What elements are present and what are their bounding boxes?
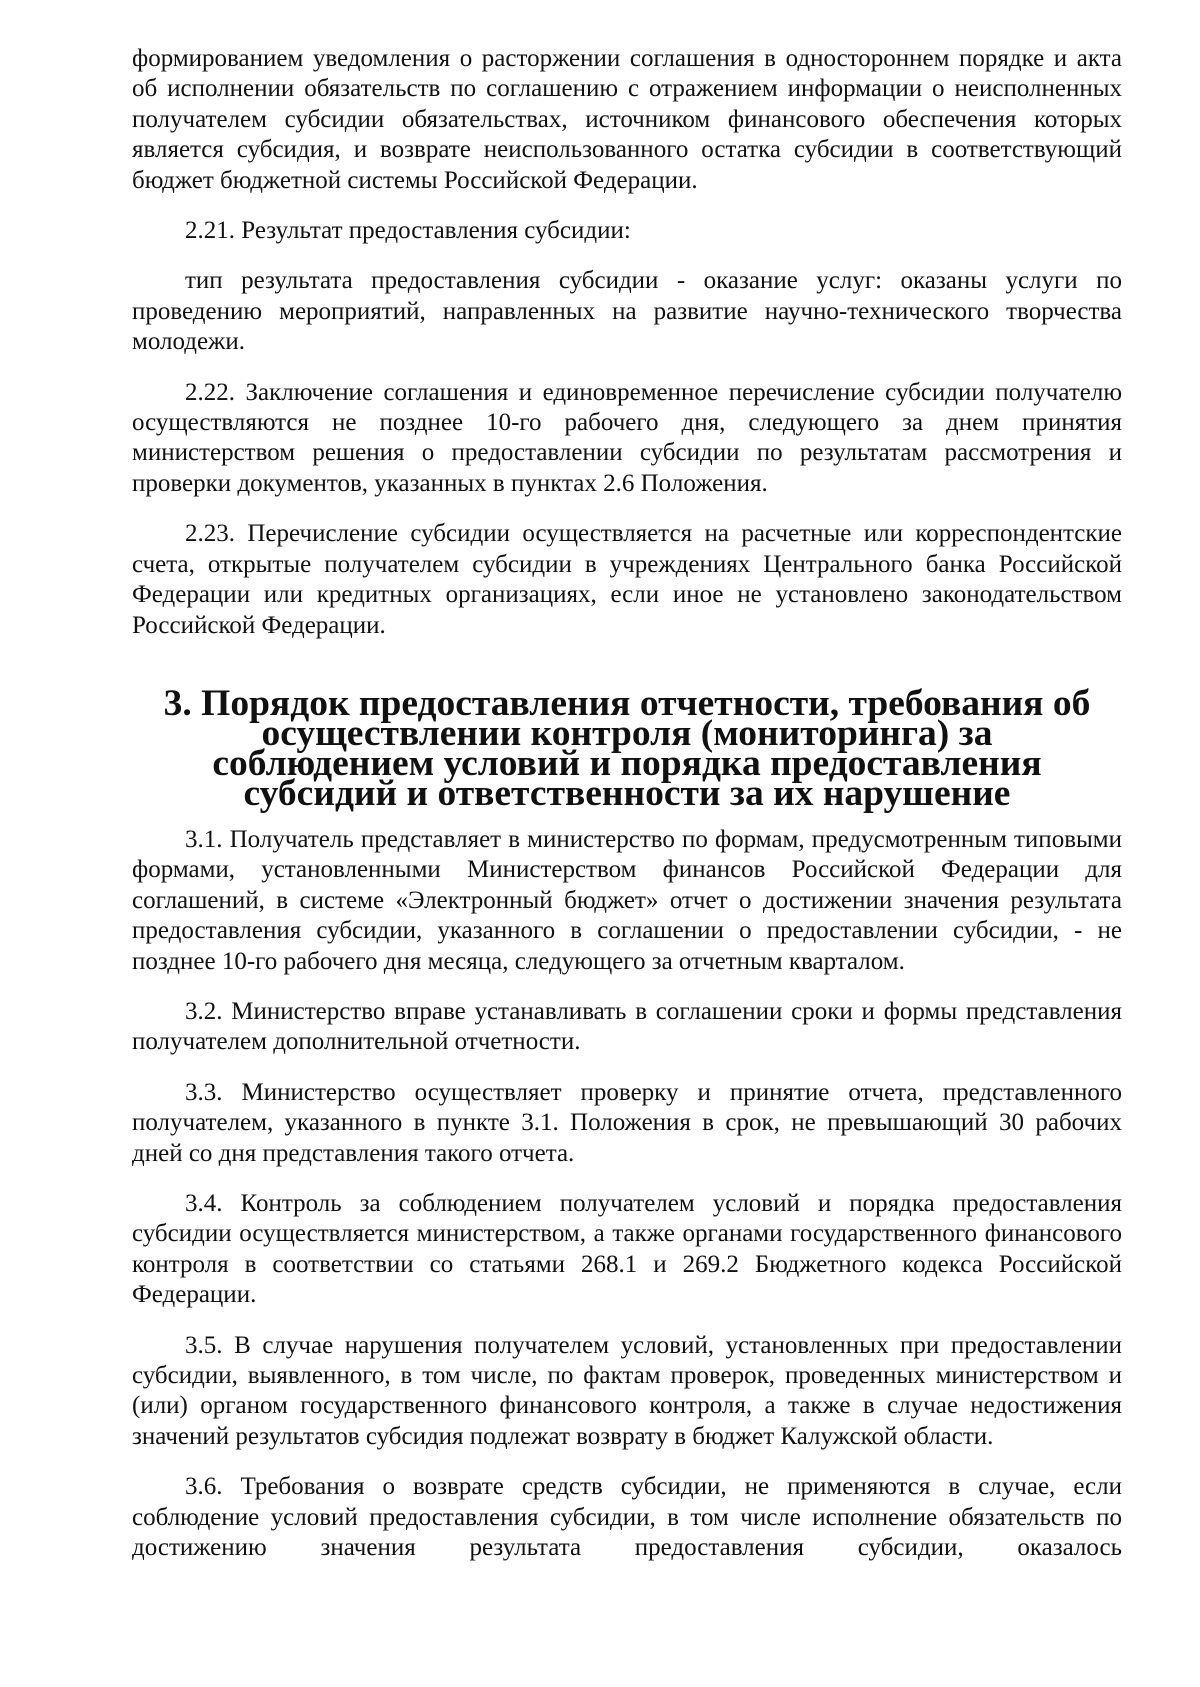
paragraph-2-23: 2.23. Перечисление субсидии осуществляется на расчетные или корреспондентские счета, открытые получателем субсидии в учреждениях Центрального банка Российской Федерации или кредитных организациях, если иное не установлено законодательством Российской Федерации. <box>132 520 1122 639</box>
paragraph-2-21-result-type: тип результата предоставления субсидии - оказание услуг: оказаны услуги по проведению мероприятий, направленных на развитие научно-технического творчества молодежи. <box>132 267 1122 356</box>
paragraph-3-1: 3.1. Получатель представляет в министерство по формам, предусмотренным типовыми формами, установленными Министерством финансов Российской Федерации для соглашений, в системе «Электронный бюджет» отчет о достижении значения результата предоставления субсидии, указанного в соглашении о предоставлении субсидии, - не позднее 10-го рабочего дня месяца, следующего за отчетным кварталом. <box>132 825 1122 975</box>
paragraph-3-3: 3.3. Министерство осуществляет проверку и принятие отчета, представленного получателем, указанного в пункте 3.1. Положения в срок, не превышающий 30 рабочих дней со дня представления такого отчета. <box>132 1078 1122 1167</box>
paragraph-2-21: 2.21. Результат предоставления субсидии: <box>185 217 631 245</box>
paragraph-3-2: 3.2. Министерство вправе устанавливать в соглашении сроки и формы представления получателем дополнительной отчетности. <box>132 997 1122 1056</box>
paragraph-3-4: 3.4. Контроль за соблюдением получателем условий и порядка предоставления субсидии осуществляется министерством, а также органами государственного финансового контроля в соответствии со статьями 268.1 и 269.2 Бюджетного кодекса Российской Федерации. <box>132 1189 1122 1309</box>
paragraph-3-6: 3.6. Требования о возврате средств субсидии, не применяются в случае, если соблюдение условий предоставления субсидии, в том числе исполнение обязательств по достижению значения результата предоставления субсидии, оказалось <box>132 1473 1122 1562</box>
paragraph-3-5: 3.5. В случае нарушения получателем условий, установленных при предоставлении субсидии, выявленного, в том числе, по фактам проверок, проведенных министерством и (или) органом государственного финансового контроля, а также в случае недостижения значений результатов субсидия подлежат возврату в бюджет Калужской области. <box>132 1331 1122 1450</box>
document-page <box>132 44 1122 1583</box>
paragraph-2-22: 2.22. Заключение соглашения и единовременное перечисление субсидии получателю осуществляются не позднее 10-го рабочего дня, следующего за днем принятия министерством решения о предоставлении субсидии по результатам рассмотрения и проверки документов, указанных в пунктах 2.6 Положения. <box>132 378 1122 497</box>
section-3-heading: 3. Порядок предоставления отчетности, требования об осуществлении контроля (мониторинга) за соблюдением условий и порядка предоставления субсидий и ответственности за их нарушение <box>163 682 1091 814</box>
paragraph-continuation: формированием уведомления о расторжении соглашения в одностороннем порядке и акта об исполнении обязательств по соглашению с отражением информации о неисполненных получателем субсидии обязательствах, источником финансового обеспечения которых является субсидия, и возврате неиспользованного остатка субсидии в соответствующий бюджет бюджетной системы Российской Федерации. <box>132 45 1122 194</box>
